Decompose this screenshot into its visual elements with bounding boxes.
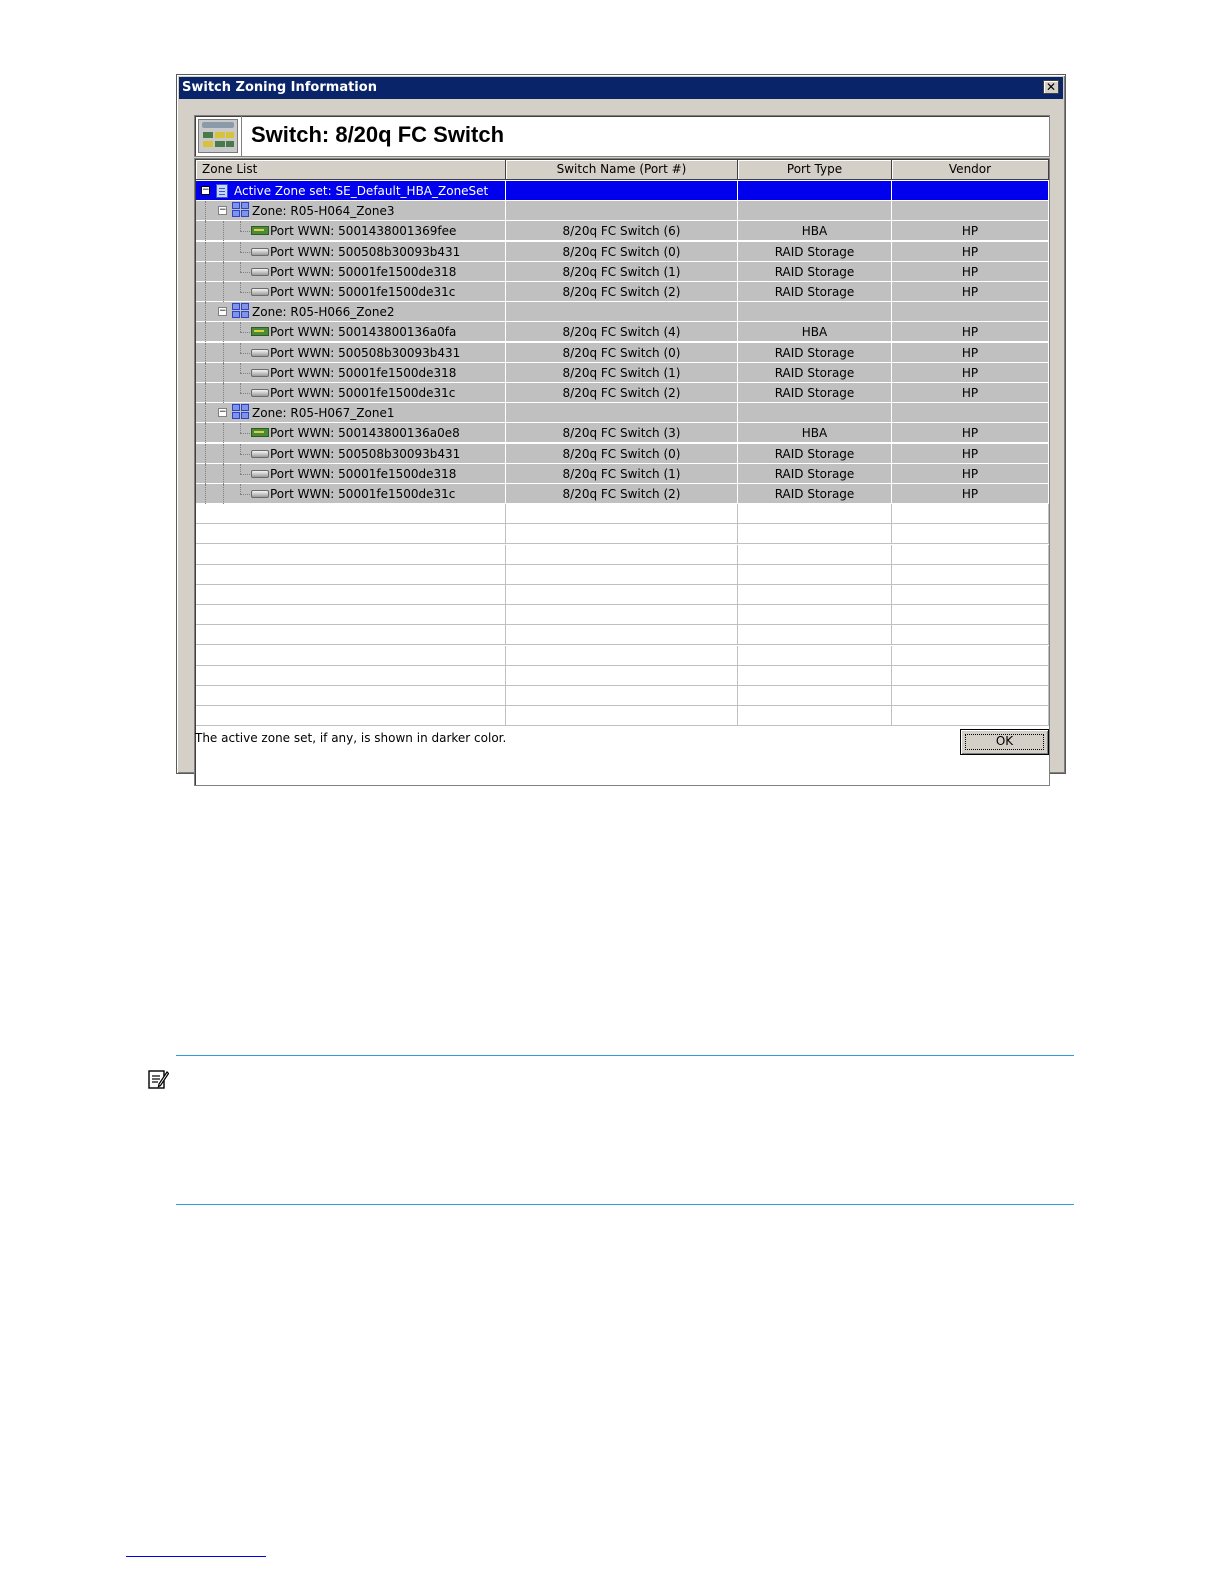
collapse-icon[interactable]: − (219, 407, 227, 418)
port-type-cell: RAID Storage (738, 343, 892, 363)
empty-cell (892, 504, 1049, 524)
empty-cell (196, 585, 506, 605)
empty-cell (892, 545, 1049, 565)
port-type-cell: RAID Storage (738, 242, 892, 262)
empty-cell (738, 666, 892, 686)
disk-icon (251, 369, 269, 377)
port-row[interactable] (196, 444, 1049, 464)
switch-icon (198, 119, 238, 153)
empty-cell (506, 504, 738, 524)
column-header-zone-list[interactable]: Zone List (196, 160, 506, 180)
disk-icon (251, 288, 269, 296)
empty-cell (738, 646, 892, 666)
empty-row (196, 706, 1049, 726)
empty-row (196, 545, 1049, 565)
empty-cell (738, 504, 892, 524)
empty-cell (892, 686, 1049, 706)
empty-cell (506, 666, 738, 686)
empty-cell (196, 545, 506, 565)
switch-name-cell: 8/20q FC Switch (2) (506, 282, 738, 302)
empty-cell (506, 605, 738, 625)
empty-cell (506, 686, 738, 706)
zone-icon (232, 303, 250, 320)
empty-cell (738, 605, 892, 625)
switch-name-cell: 8/20q FC Switch (0) (506, 343, 738, 363)
hba-icon (251, 226, 269, 235)
zone-list-cell (196, 484, 506, 504)
empty-cell (196, 504, 506, 524)
empty-cell (506, 565, 738, 585)
port-type-cell: RAID Storage (738, 262, 892, 282)
empty-row (196, 524, 1049, 544)
empty-cell (892, 585, 1049, 605)
port-type-cell: RAID Storage (738, 464, 892, 484)
zone-row[interactable] (196, 403, 1049, 423)
ok-button-label: OK (995, 734, 1014, 748)
empty-cell (196, 605, 506, 625)
zone-row[interactable] (196, 201, 1049, 221)
collapse-icon[interactable]: − (219, 205, 227, 216)
zone-list-cell (196, 181, 506, 201)
vendor-cell: HP (892, 282, 1049, 302)
empty-cell (892, 524, 1049, 544)
zone-list-cell (196, 423, 506, 443)
row-label: Port WWN: 50001fe1500de31c (270, 386, 456, 400)
zone-list-cell (196, 201, 506, 221)
empty-cell (196, 646, 506, 666)
empty-cell (506, 585, 738, 605)
empty-row (196, 585, 1049, 605)
empty-row (196, 605, 1049, 625)
switch-header (194, 115, 1050, 157)
vendor-cell: HP (892, 322, 1049, 342)
empty-cell (506, 545, 738, 565)
zone-list-cell (196, 444, 506, 464)
row-label: Port WWN: 500143800136a0fa (270, 325, 457, 340)
empty-cell (506, 646, 738, 666)
vendor-cell: HP (892, 444, 1049, 464)
vendor-cell: HP (892, 262, 1049, 282)
port-row[interactable] (196, 322, 1049, 342)
hba-icon (251, 428, 269, 437)
port-type-cell (738, 181, 892, 201)
vendor-cell: HP (892, 343, 1049, 363)
row-label: Port WWN: 50001fe1500de31c (270, 285, 456, 299)
empty-cell (738, 565, 892, 585)
empty-row (196, 686, 1049, 706)
empty-cell (196, 524, 506, 544)
empty-row (196, 666, 1049, 686)
row-label: Port WWN: 50001fe1500de318 (270, 264, 457, 279)
switch-name-cell: 8/20q FC Switch (1) (506, 464, 738, 484)
switch-name-cell: 8/20q FC Switch (2) (506, 484, 738, 504)
switch-name-cell: 8/20q FC Switch (1) (506, 363, 738, 383)
row-label: Port WWN: 50001fe1500de31c (270, 487, 456, 501)
row-label: Zone: R05-H066_Zone2 (252, 305, 395, 320)
vendor-cell: HP (892, 242, 1049, 262)
zone-list-cell (196, 464, 506, 484)
switch-name-cell (506, 201, 738, 221)
port-type-cell: RAID Storage (738, 363, 892, 383)
empty-row (196, 565, 1049, 585)
dialog-title: Switch Zoning Information (182, 80, 377, 95)
port-type-cell: RAID Storage (738, 444, 892, 464)
empty-cell (738, 706, 892, 726)
zone-list-cell (196, 302, 506, 322)
row-label: Port WWN: 50001fe1500de318 (270, 466, 457, 481)
empty-cell (196, 706, 506, 726)
port-type-cell (738, 201, 892, 221)
empty-row (196, 625, 1049, 645)
switch-name-cell (506, 302, 738, 322)
zone-list-cell (196, 242, 506, 262)
row-label: Port WWN: 500508b30093b431 (270, 446, 461, 461)
zone-list-cell (196, 383, 506, 403)
zone-list-cell (196, 363, 506, 383)
zone-list-cell (196, 282, 506, 302)
row-label: Port WWN: 50001fe1500de318 (270, 365, 457, 380)
port-row[interactable] (196, 363, 1049, 383)
vendor-cell: HP (892, 363, 1049, 383)
zone-list-cell (196, 403, 506, 423)
disk-icon (251, 248, 269, 256)
empty-row (196, 504, 1049, 524)
port-row[interactable] (196, 484, 1049, 504)
port-type-cell: RAID Storage (738, 383, 892, 403)
zone-icon (232, 404, 250, 421)
port-type-cell: RAID Storage (738, 484, 892, 504)
port-type-cell: HBA (738, 221, 892, 241)
empty-cell (506, 524, 738, 544)
switch-name-cell (506, 181, 738, 201)
zoneset-row[interactable] (196, 181, 1049, 201)
zone-icon (232, 202, 250, 219)
port-row[interactable] (196, 343, 1049, 363)
zone-list-cell (196, 221, 506, 241)
empty-cell (892, 625, 1049, 645)
row-label: Port WWN: 500143800136a0e8 (270, 426, 460, 441)
switch-name-cell (506, 403, 738, 423)
title-bar[interactable] (179, 77, 1063, 99)
row-label: Port WWN: 5001438001369fee (270, 224, 457, 239)
switch-name-cell: 8/20q FC Switch (4) (506, 322, 738, 342)
empty-cell (738, 524, 892, 544)
port-row[interactable] (196, 242, 1049, 262)
empty-cell (892, 706, 1049, 726)
port-row[interactable] (196, 464, 1049, 484)
port-row[interactable] (196, 221, 1049, 241)
footer-link-underline (126, 1556, 266, 1557)
zoneset-icon (216, 184, 228, 198)
row-label: Active Zone set: SE_Default_HBA_ZoneSet (234, 184, 489, 198)
vendor-cell: HP (892, 464, 1049, 484)
close-icon: ✕ (1045, 80, 1057, 94)
disk-icon (251, 470, 269, 478)
zone-list-cell (196, 262, 506, 282)
port-row[interactable] (196, 383, 1049, 403)
note-bottom-rule (176, 1204, 1074, 1205)
port-row[interactable] (196, 262, 1049, 282)
empty-cell (892, 666, 1049, 686)
note-icon (147, 1068, 169, 1090)
switch-name-cell: 8/20q FC Switch (1) (506, 262, 738, 282)
vendor-cell (892, 403, 1049, 423)
switch-title: Switch: 8/20q FC Switch (251, 122, 505, 147)
port-row[interactable] (196, 282, 1049, 302)
zone-grid[interactable] (194, 158, 1050, 786)
column-header-vendor[interactable]: Vendor (892, 160, 1049, 180)
disk-icon (251, 490, 269, 498)
vendor-cell (892, 181, 1049, 201)
vendor-cell: HP (892, 383, 1049, 403)
collapse-icon[interactable]: − (219, 306, 227, 317)
disk-icon (251, 450, 269, 458)
row-label: Port WWN: 500508b30093b431 (270, 345, 461, 360)
empty-row (196, 646, 1049, 666)
switch-name-cell: 8/20q FC Switch (3) (506, 423, 738, 443)
empty-cell (738, 625, 892, 645)
vendor-cell (892, 302, 1049, 322)
switch-name-cell: 8/20q FC Switch (6) (506, 221, 738, 241)
zone-list-cell (196, 343, 506, 363)
port-type-cell: HBA (738, 322, 892, 342)
switch-zoning-dialog (176, 74, 1066, 774)
empty-cell (738, 585, 892, 605)
empty-cell (738, 545, 892, 565)
column-header-port-type[interactable]: Port Type (738, 160, 892, 180)
column-header-switch-name[interactable]: Switch Name (Port #) (506, 160, 738, 180)
collapse-icon[interactable]: − (202, 185, 210, 195)
empty-cell (738, 686, 892, 706)
switch-name-cell: 8/20q FC Switch (2) (506, 383, 738, 403)
disk-icon (251, 389, 269, 397)
disk-icon (251, 349, 269, 357)
zone-row[interactable] (196, 302, 1049, 322)
vendor-cell: HP (892, 423, 1049, 443)
row-label: Zone: R05-H067_Zone1 (252, 406, 395, 421)
vendor-cell: HP (892, 221, 1049, 241)
hba-icon (251, 327, 269, 336)
ok-button[interactable] (960, 729, 1049, 755)
vendor-cell: HP (892, 484, 1049, 504)
empty-cell (892, 565, 1049, 585)
port-type-cell: RAID Storage (738, 282, 892, 302)
empty-cell (196, 625, 506, 645)
footer-hint: The active zone set, if any, is shown in darker color. (195, 731, 507, 745)
row-label: Port WWN: 500508b30093b431 (270, 244, 461, 259)
switch-name-cell: 8/20q FC Switch (0) (506, 242, 738, 262)
port-row[interactable] (196, 423, 1049, 443)
empty-cell (506, 625, 738, 645)
disk-icon (251, 268, 269, 276)
zone-list-cell (196, 322, 506, 342)
empty-cell (892, 646, 1049, 666)
empty-cell (506, 706, 738, 726)
port-type-cell (738, 403, 892, 423)
vendor-cell (892, 201, 1049, 221)
empty-cell (196, 565, 506, 585)
switch-name-cell: 8/20q FC Switch (0) (506, 444, 738, 464)
port-type-cell (738, 302, 892, 322)
empty-cell (196, 666, 506, 686)
empty-cell (196, 686, 506, 706)
close-button[interactable] (1043, 80, 1059, 94)
empty-cell (892, 605, 1049, 625)
note-top-rule (176, 1055, 1074, 1056)
port-type-cell: HBA (738, 423, 892, 443)
row-label: Zone: R05-H064_Zone3 (252, 204, 395, 219)
